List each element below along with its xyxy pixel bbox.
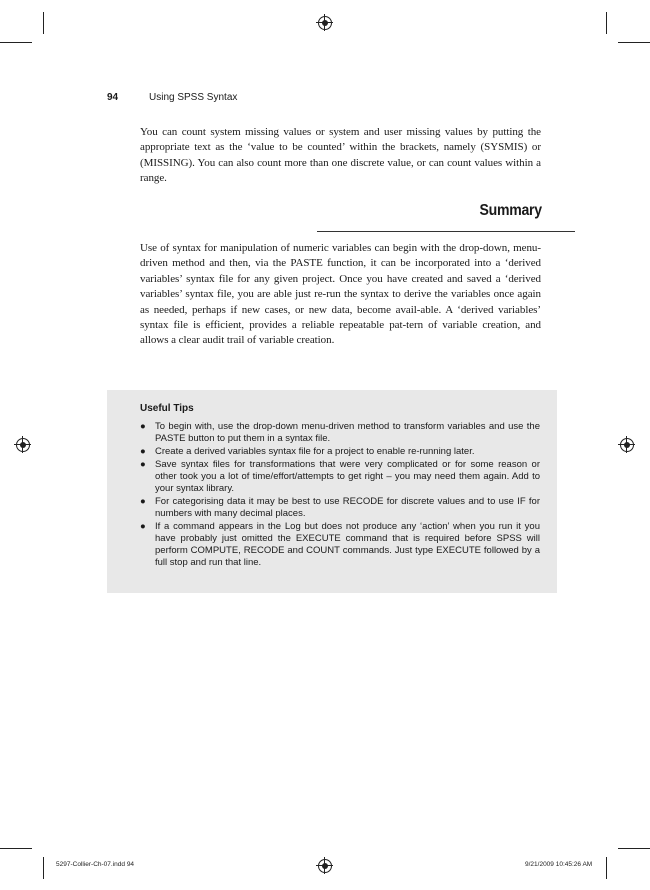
tip-text: To begin with, use the drop-down menu-driven method to transform variables and use the PASTE button to put them in a syntax file. [155,421,540,445]
registration-mark-icon [318,859,332,873]
registration-mark-icon [16,438,30,452]
crop-mark [0,42,32,43]
chapter-title: Using SPSS Syntax [149,92,238,103]
crop-mark [0,848,32,849]
bullet-icon: ● [140,495,146,507]
page-number: 94 [107,92,119,103]
tip-text: For categorising data it may be best to use RECODE for discrete values and to use IF for numbers with many decimal places. [155,495,540,519]
list-item [140,496,540,520]
bullet-icon: ● [140,445,146,457]
tips-title: Useful Tips [140,403,194,414]
tips-list [140,421,540,570]
crop-mark [43,12,44,34]
crop-mark [606,857,607,879]
tip-text: Create a derived variables syntax file for a project to enable re-running later. [155,445,475,457]
list-item [140,446,540,458]
bullet-icon: ● [140,458,146,470]
registration-mark-icon [620,438,634,452]
bullet-icon: ● [140,520,146,532]
bullet-icon: ● [140,421,146,432]
crop-mark [43,857,44,879]
useful-tips-box [107,390,557,593]
crop-mark [606,12,607,34]
list-item [140,521,540,570]
summary-paragraph: Use of syntax for manipulation of numeric variables can begin with the drop-down, menu-driven method and then, via the PASTE function, it can be incorporated into a ‘derived variables’ syntax file for any given project. Once you have created and saved a ‘derived variables’ syntax file, you are able just re-run the syntax to derive the variables once again as needed, perhaps if new cases, or new data, become avail-able. A ‘derived variables’ syntax file is efficient, provides a reliable repeatable pat-tern of variable creation, and allows a clear audit trail of variable creation. [140,242,541,347]
summary-heading: Summary [479,202,542,219]
list-item [140,421,540,445]
registration-mark-icon [318,16,332,30]
crop-mark [618,848,650,849]
tip-text: If a command appears in the Log but does not produce any ‘action’ when you run it you have probably just omitted the EXECUTE command that is required before SPSS will perform COMPUTE, RECODE and COUNT commands. Just type EXECUTE followed by a full stop and run that line. [155,520,540,569]
body-paragraph: You can count system missing values or system and user missing values by putting the appropriate text as the ‘value to be counted’ within the brackets, namely (SYSMIS) or (MISSING). You can also count more than one discrete value, or can count values within a range. [140,126,541,185]
footer-timestamp: 9/21/2009 10:45:26 AM [525,861,593,868]
running-head [107,92,237,103]
crop-mark [618,42,650,43]
footer-file-info: 5297-Collier-Ch-07.indd 94 [56,861,135,868]
list-item [140,459,540,496]
heading-rule [317,231,575,232]
tip-text: Save syntax files for transformations that were very complicated or for some reason or other took you a lot of time/effort/attempts to get right – you may need them again. Add to your syntax library. [155,458,540,495]
